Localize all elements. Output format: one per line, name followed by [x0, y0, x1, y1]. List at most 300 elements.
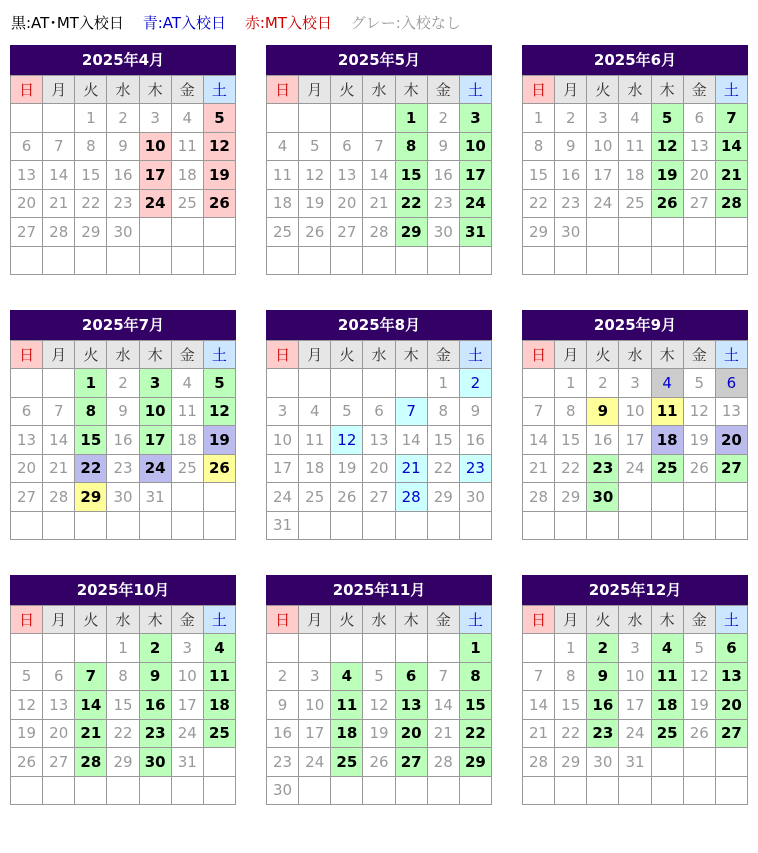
empty-cell: [459, 776, 491, 805]
day-cell[interactable]: 4: [171, 369, 203, 398]
day-cell[interactable]: 28: [43, 483, 75, 512]
weekday-header: 水: [619, 606, 651, 634]
day-cell[interactable]: 29: [75, 483, 107, 512]
day-cell[interactable]: 9: [587, 662, 619, 691]
empty-cell: [107, 246, 139, 275]
day-cell[interactable]: 25: [267, 218, 299, 247]
weekday-header: 月: [299, 76, 331, 104]
day-cell[interactable]: 22: [395, 189, 427, 218]
day-cell[interactable]: 6: [331, 132, 363, 161]
day-cell[interactable]: 14: [395, 426, 427, 455]
day-cell[interactable]: 21: [43, 189, 75, 218]
day-cell[interactable]: 11: [651, 662, 683, 691]
day-cell[interactable]: 27: [43, 748, 75, 777]
day-cell[interactable]: 24: [139, 454, 171, 483]
day-cell[interactable]: 28: [523, 748, 555, 777]
day-cell[interactable]: 13: [43, 691, 75, 720]
day-cell[interactable]: 16: [427, 161, 459, 190]
day-cell[interactable]: 2: [555, 104, 587, 133]
day-cell[interactable]: 19: [683, 691, 715, 720]
empty-cell: [587, 511, 619, 540]
day-cell[interactable]: 2: [107, 369, 139, 398]
day-cell[interactable]: 30: [139, 748, 171, 777]
day-cell[interactable]: 17: [619, 426, 651, 455]
day-cell[interactable]: 11: [171, 397, 203, 426]
day-cell[interactable]: 21: [523, 454, 555, 483]
day-cell[interactable]: 18: [171, 161, 203, 190]
day-cell[interactable]: 22: [523, 189, 555, 218]
day-cell[interactable]: 6: [683, 104, 715, 133]
day-cell[interactable]: 29: [523, 218, 555, 247]
day-cell[interactable]: 2: [107, 104, 139, 133]
day-cell[interactable]: 7: [43, 132, 75, 161]
day-cell[interactable]: 13: [683, 132, 715, 161]
empty-cell: [651, 748, 683, 777]
day-cell[interactable]: 15: [75, 426, 107, 455]
day-cell[interactable]: 30: [107, 218, 139, 247]
day-cell[interactable]: 18: [267, 189, 299, 218]
day-cell[interactable]: 3: [139, 104, 171, 133]
day-cell[interactable]: 11: [299, 426, 331, 455]
day-cell[interactable]: 15: [555, 691, 587, 720]
day-cell[interactable]: 19: [683, 426, 715, 455]
day-cell[interactable]: 23: [107, 454, 139, 483]
day-cell[interactable]: 14: [523, 426, 555, 455]
day-cell[interactable]: 2: [267, 662, 299, 691]
day-cell[interactable]: 15: [555, 426, 587, 455]
day-cell[interactable]: 14: [43, 426, 75, 455]
day-cell[interactable]: 10: [171, 662, 203, 691]
weekday-header: 火: [331, 341, 363, 369]
day-cell[interactable]: 14: [715, 132, 747, 161]
day-cell[interactable]: 31: [139, 483, 171, 512]
day-cell[interactable]: 12: [683, 397, 715, 426]
day-cell[interactable]: 16: [555, 161, 587, 190]
day-cell[interactable]: 30: [459, 483, 491, 512]
day-cell[interactable]: 24: [459, 189, 491, 218]
day-cell[interactable]: 4: [651, 634, 683, 663]
day-cell[interactable]: 27: [683, 189, 715, 218]
day-cell[interactable]: 29: [555, 483, 587, 512]
day-cell[interactable]: 13: [715, 397, 747, 426]
day-cell[interactable]: 14: [427, 691, 459, 720]
weekday-header: 火: [75, 341, 107, 369]
day-cell[interactable]: 17: [619, 691, 651, 720]
day-cell[interactable]: 12: [299, 161, 331, 190]
day-cell[interactable]: 10: [139, 397, 171, 426]
day-cell[interactable]: 25: [171, 189, 203, 218]
day-cell[interactable]: 23: [459, 454, 491, 483]
day-cell[interactable]: 23: [587, 719, 619, 748]
day-cell[interactable]: 18: [203, 691, 235, 720]
month-title: 2025年7月: [10, 310, 236, 340]
day-cell[interactable]: 20: [43, 719, 75, 748]
weekday-header: 月: [555, 341, 587, 369]
day-cell[interactable]: 5: [683, 634, 715, 663]
day-cell[interactable]: 19: [11, 719, 43, 748]
day-cell[interactable]: 2: [587, 634, 619, 663]
day-cell[interactable]: 15: [75, 161, 107, 190]
day-cell[interactable]: 2: [459, 369, 491, 398]
day-cell[interactable]: 22: [75, 454, 107, 483]
day-cell[interactable]: 9: [555, 132, 587, 161]
day-cell[interactable]: 10: [267, 426, 299, 455]
day-cell[interactable]: 28: [523, 483, 555, 512]
day-cell[interactable]: 6: [11, 132, 43, 161]
day-cell[interactable]: 5: [299, 132, 331, 161]
day-cell[interactable]: 17: [139, 161, 171, 190]
day-cell[interactable]: 22: [107, 719, 139, 748]
day-cell[interactable]: 9: [267, 691, 299, 720]
day-cell[interactable]: 1: [555, 634, 587, 663]
day-cell[interactable]: 30: [555, 218, 587, 247]
empty-cell: [555, 511, 587, 540]
day-cell[interactable]: 17: [171, 691, 203, 720]
day-cell[interactable]: 10: [619, 662, 651, 691]
day-cell[interactable]: 3: [299, 662, 331, 691]
day-cell[interactable]: 20: [11, 454, 43, 483]
day-cell[interactable]: 25: [299, 483, 331, 512]
day-cell[interactable]: 1: [107, 634, 139, 663]
day-cell[interactable]: 21: [715, 161, 747, 190]
day-cell[interactable]: 26: [363, 748, 395, 777]
day-cell[interactable]: 8: [523, 132, 555, 161]
day-cell[interactable]: 8: [427, 397, 459, 426]
day-cell[interactable]: 16: [459, 426, 491, 455]
day-cell[interactable]: 24: [587, 189, 619, 218]
day-cell[interactable]: 1: [75, 369, 107, 398]
day-cell[interactable]: 14: [363, 161, 395, 190]
day-cell[interactable]: 4: [203, 634, 235, 663]
day-cell[interactable]: 25: [619, 189, 651, 218]
day-cell[interactable]: 22: [555, 719, 587, 748]
day-cell[interactable]: 12: [203, 397, 235, 426]
day-cell[interactable]: 31: [619, 748, 651, 777]
day-cell[interactable]: 1: [523, 104, 555, 133]
empty-cell: [619, 511, 651, 540]
day-cell[interactable]: 20: [11, 189, 43, 218]
day-cell[interactable]: 16: [587, 426, 619, 455]
day-cell[interactable]: 1: [459, 634, 491, 663]
day-cell[interactable]: 20: [715, 426, 747, 455]
day-cell[interactable]: 15: [427, 426, 459, 455]
day-cell[interactable]: 3: [459, 104, 491, 133]
day-cell[interactable]: 6: [363, 397, 395, 426]
day-cell[interactable]: 10: [299, 691, 331, 720]
day-cell[interactable]: 26: [11, 748, 43, 777]
day-cell[interactable]: 28: [715, 189, 747, 218]
empty-cell: [107, 511, 139, 540]
day-cell[interactable]: 23: [587, 454, 619, 483]
day-cell[interactable]: 10: [619, 397, 651, 426]
day-cell[interactable]: 24: [619, 454, 651, 483]
day-cell[interactable]: 6: [395, 662, 427, 691]
day-cell[interactable]: 5: [203, 104, 235, 133]
day-cell[interactable]: 30: [267, 776, 299, 805]
day-cell[interactable]: 6: [11, 397, 43, 426]
day-cell[interactable]: 12: [683, 662, 715, 691]
day-cell[interactable]: 12: [11, 691, 43, 720]
day-cell[interactable]: 3: [171, 634, 203, 663]
day-cell[interactable]: 8: [555, 397, 587, 426]
day-cell[interactable]: 3: [139, 369, 171, 398]
day-cell[interactable]: 1: [75, 104, 107, 133]
day-cell[interactable]: 25: [203, 719, 235, 748]
day-cell[interactable]: 2: [427, 104, 459, 133]
day-cell[interactable]: 27: [715, 454, 747, 483]
day-cell[interactable]: 16: [107, 161, 139, 190]
day-cell[interactable]: 16: [267, 719, 299, 748]
day-cell[interactable]: 28: [395, 483, 427, 512]
day-cell[interactable]: 22: [75, 189, 107, 218]
day-cell[interactable]: 30: [427, 218, 459, 247]
day-cell[interactable]: 23: [139, 719, 171, 748]
day-cell[interactable]: 28: [363, 218, 395, 247]
day-cell[interactable]: 7: [715, 104, 747, 133]
day-cell[interactable]: 13: [331, 161, 363, 190]
day-cell[interactable]: 15: [395, 161, 427, 190]
empty-cell: [459, 511, 491, 540]
day-cell[interactable]: 28: [427, 748, 459, 777]
day-cell[interactable]: 4: [619, 104, 651, 133]
day-cell[interactable]: 3: [619, 369, 651, 398]
day-cell[interactable]: 10: [587, 132, 619, 161]
day-cell[interactable]: 23: [267, 748, 299, 777]
weekday-header: 木: [139, 76, 171, 104]
day-cell[interactable]: 28: [43, 218, 75, 247]
day-cell[interactable]: 17: [587, 161, 619, 190]
day-cell[interactable]: 12: [363, 691, 395, 720]
day-cell[interactable]: 26: [651, 189, 683, 218]
day-cell[interactable]: 19: [363, 719, 395, 748]
day-cell[interactable]: 17: [459, 161, 491, 190]
day-cell[interactable]: 23: [107, 189, 139, 218]
day-cell[interactable]: 7: [75, 662, 107, 691]
day-cell[interactable]: 17: [139, 426, 171, 455]
day-cell[interactable]: 17: [299, 719, 331, 748]
day-cell[interactable]: 1: [427, 369, 459, 398]
day-cell[interactable]: 13: [363, 426, 395, 455]
day-cell[interactable]: 21: [363, 189, 395, 218]
day-cell[interactable]: 23: [427, 189, 459, 218]
day-cell[interactable]: 24: [171, 719, 203, 748]
day-cell[interactable]: 12: [651, 132, 683, 161]
day-cell[interactable]: 2: [587, 369, 619, 398]
day-cell[interactable]: 21: [75, 719, 107, 748]
day-cell[interactable]: 19: [299, 189, 331, 218]
day-cell[interactable]: 29: [75, 218, 107, 247]
day-cell[interactable]: 9: [107, 397, 139, 426]
month-title: 2025年8月: [266, 310, 492, 340]
day-cell[interactable]: 6: [715, 634, 747, 663]
day-cell[interactable]: 22: [555, 454, 587, 483]
day-cell[interactable]: 25: [171, 454, 203, 483]
day-cell[interactable]: 27: [331, 218, 363, 247]
day-cell[interactable]: 10: [459, 132, 491, 161]
weekday-header: 木: [651, 76, 683, 104]
day-cell[interactable]: 9: [459, 397, 491, 426]
day-cell[interactable]: 8: [459, 662, 491, 691]
day-cell[interactable]: 25: [331, 748, 363, 777]
day-cell[interactable]: 11: [171, 132, 203, 161]
day-cell[interactable]: 14: [43, 161, 75, 190]
day-cell[interactable]: 24: [139, 189, 171, 218]
day-cell[interactable]: 8: [75, 397, 107, 426]
day-cell[interactable]: 5: [363, 662, 395, 691]
day-cell[interactable]: 30: [107, 483, 139, 512]
day-cell[interactable]: 16: [139, 691, 171, 720]
day-cell[interactable]: 1: [555, 369, 587, 398]
day-cell[interactable]: 7: [363, 132, 395, 161]
weekday-header: 日: [11, 341, 43, 369]
day-cell[interactable]: 18: [299, 454, 331, 483]
day-cell[interactable]: 31: [459, 218, 491, 247]
day-cell[interactable]: 26: [331, 483, 363, 512]
day-cell[interactable]: 20: [715, 691, 747, 720]
day-cell[interactable]: 4: [651, 369, 683, 398]
day-cell[interactable]: 27: [395, 748, 427, 777]
day-cell[interactable]: 5: [11, 662, 43, 691]
day-cell[interactable]: 3: [587, 104, 619, 133]
day-cell[interactable]: 31: [267, 511, 299, 540]
day-cell[interactable]: 6: [43, 662, 75, 691]
day-cell[interactable]: 17: [267, 454, 299, 483]
day-cell[interactable]: 20: [331, 189, 363, 218]
day-cell[interactable]: 11: [331, 691, 363, 720]
day-cell[interactable]: 26: [203, 454, 235, 483]
day-cell[interactable]: 24: [619, 719, 651, 748]
day-cell[interactable]: 8: [395, 132, 427, 161]
month-grid: [266, 605, 492, 805]
day-cell[interactable]: 5: [683, 369, 715, 398]
day-cell[interactable]: 15: [459, 691, 491, 720]
day-cell[interactable]: 21: [43, 454, 75, 483]
day-cell[interactable]: 12: [331, 426, 363, 455]
day-cell[interactable]: 19: [331, 454, 363, 483]
day-cell[interactable]: 22: [427, 454, 459, 483]
day-cell[interactable]: 13: [11, 426, 43, 455]
day-cell[interactable]: 8: [75, 132, 107, 161]
day-cell[interactable]: 5: [651, 104, 683, 133]
day-cell[interactable]: 1: [395, 104, 427, 133]
day-cell[interactable]: 4: [299, 397, 331, 426]
day-cell[interactable]: 12: [203, 132, 235, 161]
day-cell[interactable]: 16: [587, 691, 619, 720]
day-cell[interactable]: 26: [683, 454, 715, 483]
empty-cell: [459, 246, 491, 275]
day-cell[interactable]: 7: [427, 662, 459, 691]
day-cell[interactable]: 15: [523, 161, 555, 190]
day-cell[interactable]: 21: [523, 719, 555, 748]
day-cell[interactable]: 8: [107, 662, 139, 691]
day-cell[interactable]: 7: [523, 397, 555, 426]
day-cell[interactable]: 18: [651, 426, 683, 455]
day-cell[interactable]: 19: [651, 161, 683, 190]
day-cell[interactable]: 18: [331, 719, 363, 748]
day-cell[interactable]: 27: [715, 719, 747, 748]
day-cell[interactable]: 13: [11, 161, 43, 190]
day-cell[interactable]: 27: [363, 483, 395, 512]
day-cell[interactable]: 15: [107, 691, 139, 720]
day-cell[interactable]: 6: [715, 369, 747, 398]
day-cell[interactable]: 7: [523, 662, 555, 691]
day-cell[interactable]: 19: [203, 426, 235, 455]
day-cell[interactable]: 29: [459, 748, 491, 777]
day-cell[interactable]: 29: [395, 218, 427, 247]
day-cell[interactable]: 9: [139, 662, 171, 691]
day-cell[interactable]: 4: [267, 132, 299, 161]
day-cell[interactable]: 18: [171, 426, 203, 455]
day-cell[interactable]: 9: [427, 132, 459, 161]
weekday-header: 金: [171, 341, 203, 369]
day-cell[interactable]: 25: [651, 454, 683, 483]
month-calendar: [266, 45, 492, 275]
day-cell[interactable]: 9: [587, 397, 619, 426]
empty-cell: [683, 218, 715, 247]
day-cell[interactable]: 22: [459, 719, 491, 748]
day-cell[interactable]: 26: [299, 218, 331, 247]
day-cell[interactable]: 7: [395, 397, 427, 426]
day-cell[interactable]: 4: [171, 104, 203, 133]
day-cell[interactable]: 10: [139, 132, 171, 161]
day-cell[interactable]: 28: [75, 748, 107, 777]
day-cell[interactable]: 27: [11, 483, 43, 512]
day-cell[interactable]: 31: [171, 748, 203, 777]
day-cell[interactable]: 25: [651, 719, 683, 748]
day-cell[interactable]: 20: [683, 161, 715, 190]
day-cell[interactable]: 8: [555, 662, 587, 691]
day-cell[interactable]: 11: [619, 132, 651, 161]
day-cell[interactable]: 5: [331, 397, 363, 426]
day-cell[interactable]: 3: [619, 634, 651, 663]
day-cell[interactable]: 11: [267, 161, 299, 190]
day-cell[interactable]: 29: [107, 748, 139, 777]
day-cell[interactable]: 13: [395, 691, 427, 720]
day-cell[interactable]: 24: [299, 748, 331, 777]
day-cell[interactable]: 29: [555, 748, 587, 777]
day-cell[interactable]: 27: [11, 218, 43, 247]
empty-cell: [171, 776, 203, 805]
day-cell[interactable]: 21: [427, 719, 459, 748]
day-cell[interactable]: 16: [107, 426, 139, 455]
day-cell[interactable]: 19: [203, 161, 235, 190]
day-cell[interactable]: 20: [363, 454, 395, 483]
day-cell[interactable]: 5: [203, 369, 235, 398]
day-cell[interactable]: 30: [587, 748, 619, 777]
day-cell[interactable]: 11: [203, 662, 235, 691]
day-cell[interactable]: 4: [331, 662, 363, 691]
day-cell[interactable]: 2: [139, 634, 171, 663]
day-cell[interactable]: 7: [43, 397, 75, 426]
day-cell[interactable]: 20: [395, 719, 427, 748]
day-cell[interactable]: 26: [683, 719, 715, 748]
day-cell[interactable]: 3: [267, 397, 299, 426]
day-cell[interactable]: 18: [651, 691, 683, 720]
day-cell[interactable]: 23: [555, 189, 587, 218]
day-cell[interactable]: 11: [651, 397, 683, 426]
day-cell[interactable]: 13: [715, 662, 747, 691]
day-cell[interactable]: 24: [267, 483, 299, 512]
day-cell[interactable]: 29: [427, 483, 459, 512]
day-cell[interactable]: 21: [395, 454, 427, 483]
day-cell[interactable]: 26: [203, 189, 235, 218]
day-cell[interactable]: 14: [523, 691, 555, 720]
day-cell[interactable]: 9: [107, 132, 139, 161]
day-cell[interactable]: 14: [75, 691, 107, 720]
day-cell[interactable]: 30: [587, 483, 619, 512]
day-cell[interactable]: 18: [619, 161, 651, 190]
empty-cell: [587, 218, 619, 247]
